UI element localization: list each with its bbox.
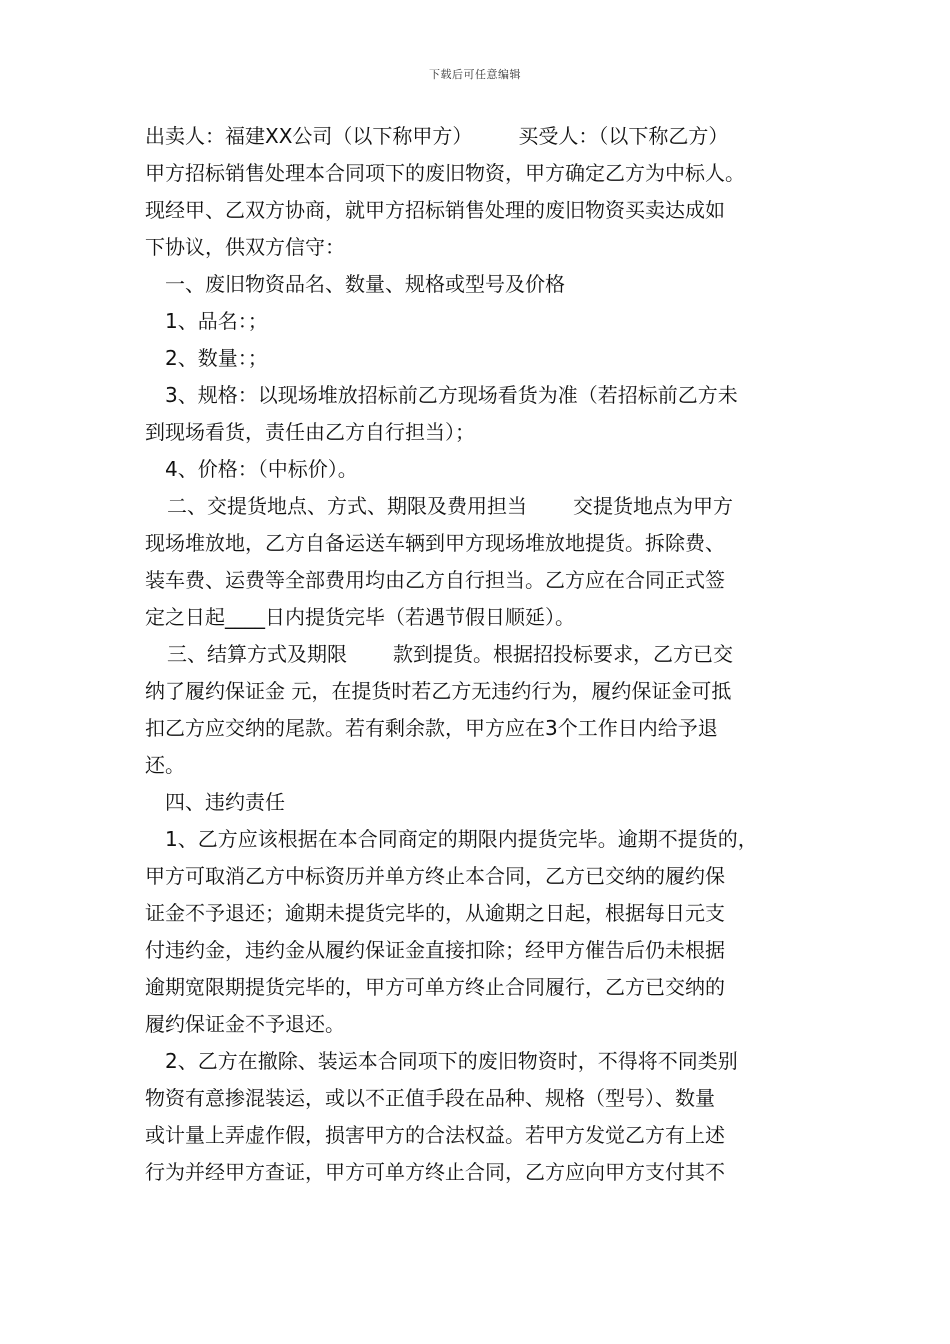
text-line: 逾期宽限期提货完毕的，甲方可单方终止合同履行，乙方已交纳的 [145,975,725,999]
text-line: 到现场看货，责任由乙方自行担当）； [145,420,475,444]
text-line: 纳了履约保证金 元，在提货时若乙方无违约行为，履约保证金可抵 [145,679,732,703]
text-line: 现经甲、乙双方协商，就甲方招标销售处理的废旧物资买卖达成如 [145,198,725,222]
section-heading-1: 一、废旧物资品名、数量、规格或型号及价格 [165,272,565,296]
text-line: 甲方招标销售处理本合同项下的废旧物资，甲方确定乙方为中标人。 [145,161,745,185]
buyer-text: 买受人：（以下称乙方） [518,124,729,148]
text-line: 扣乙方应交纳的尾款。若有剩余款，甲方应在3个工作日内给予退 [145,716,718,740]
item-spec-line: 3、规格：以现场堆放招标前乙方现场看货为准（若招标前乙方未 [165,383,738,407]
text-line: 证金不予退还；逾期未提货完毕的，从逾期之日起，根据每日元支 [145,901,725,925]
text-fragment: 交提货地点为甲方 [573,494,733,518]
parties-line [145,118,815,155]
section-3-line [145,636,815,673]
page-header-note: 下载后可任意编辑 [429,68,521,81]
section-heading-4: 四、违约责任 [165,790,285,814]
text-line: 物资有意掺混装运，或以不正值手段在品种、规格（型号）、数量 [145,1086,715,1110]
text-line: 现场堆放地，乙方自备运送车辆到甲方现场堆放地提货。拆除费、 [145,531,725,555]
item-name-line: 1、品名：； [165,309,268,333]
section-heading-3: 三、结算方式及期限 [167,642,347,666]
item-quantity-line: 2、数量：； [165,346,268,370]
text-line: 还。 [145,753,185,777]
text-line: 下协议，供双方信守： [145,235,345,259]
text-line: 装车费、运费等全部费用均由乙方自行担当。乙方应在合同正式签 [145,568,725,592]
text-line: 甲方可取消乙方中标资历并单方终止本合同，乙方已交纳的履约保 [145,864,725,888]
contract-body [145,118,815,1191]
seller-text: 出卖人：福建XX公司（以下称甲方） [145,124,473,148]
item-price-line: 4、价格：（中标价）。 [165,457,358,481]
text-line: 1、乙方应该根据在本合同商定的期限内提货完毕。逾期不提货的， [165,827,758,851]
text-line: 履约保证金不予退还。 [145,1012,345,1036]
text-fragment: 款到提货。根据招投标要求，乙方已交 [393,642,733,666]
text-line: 2、乙方在撤除、装运本合同项下的废旧物资时，不得将不同类别 [165,1049,738,1073]
text-line: 付违约金，违约金从履约保证金直接扣除；经甲方催告后仍未根据 [145,938,725,962]
section-2-line [145,488,815,525]
text-line: 定之日起____日内提货完毕（若遇节假日顺延）。 [145,605,575,629]
section-heading-2: 二、交提货地点、方式、期限及费用担当 [167,494,527,518]
text-line: 或计量上弄虚作假，损害甲方的合法权益。若甲方发觉乙方有上述 [145,1123,725,1147]
text-line: 行为并经甲方查证，甲方可单方终止合同，乙方应向甲方支付其不 [145,1160,725,1184]
